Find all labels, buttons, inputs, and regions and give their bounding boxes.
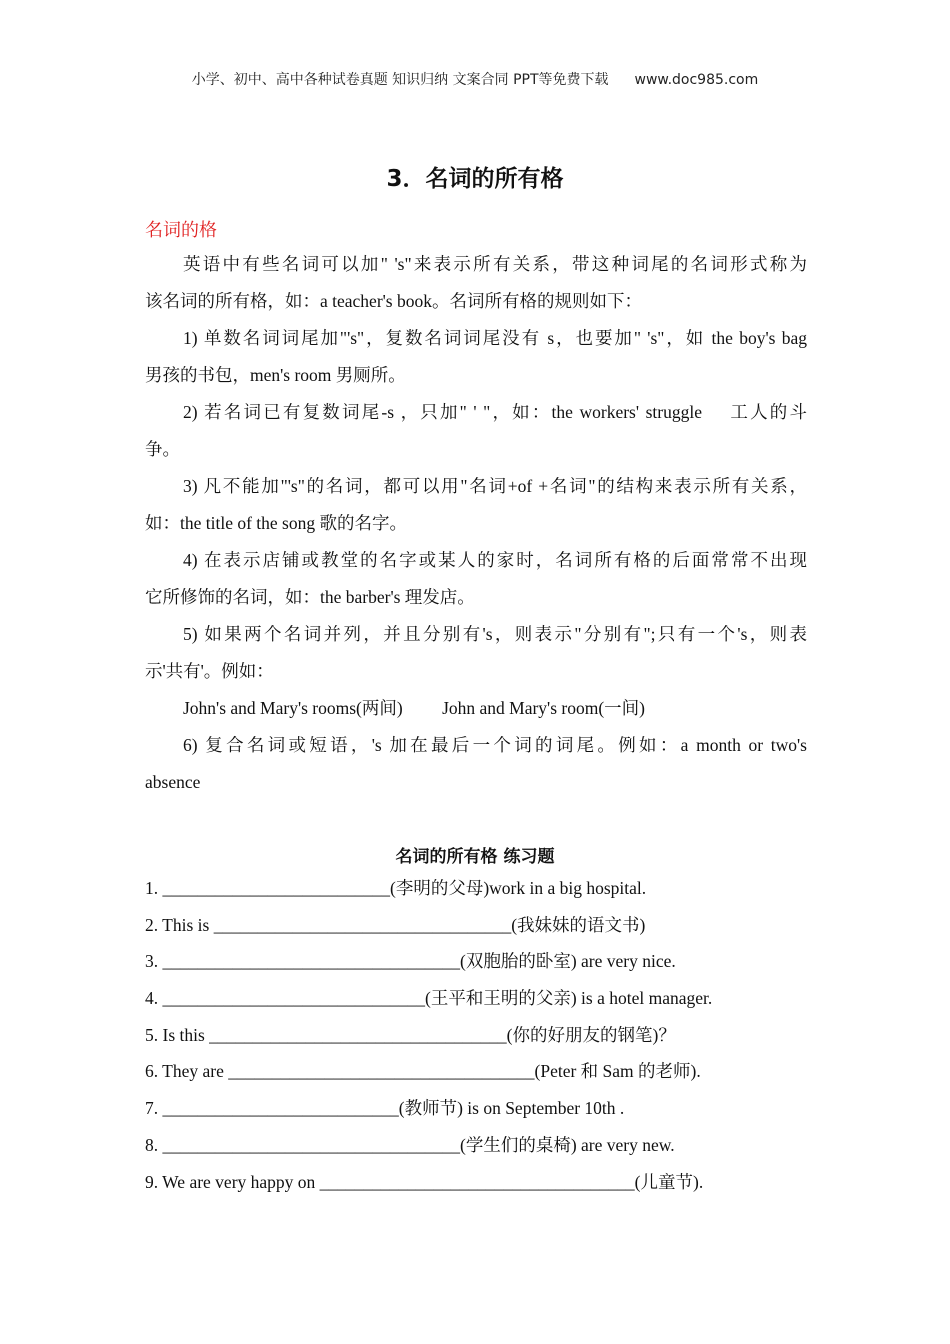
exercise-item: 2. This is __________________________________(我妹妹的语文书) <box>145 914 646 935</box>
paragraph-line: 5) 如果两个名词并列，并且分别有's，则表示"分别有";只有一个's，则表 <box>183 624 807 644</box>
page-title: 3．名词的所有格 <box>386 166 564 192</box>
header-text: 小学、初中、高中各种试卷真题 知识归纳 文案合同 PPT等免费下载 <box>191 72 609 88</box>
paragraph-line: 男孩的书包，men's room 男厕所。 <box>145 365 406 385</box>
paragraph-line: 4) 在表示店铺或教堂的名字或某人的家时，名词所有格的后面常常不出现 <box>183 550 807 570</box>
paragraph-line: 英语中有些名词可以加" 's"来表示所有关系，带这种词尾的名词形式称为 <box>183 254 807 274</box>
exercise-item: 6. They are ___________________________________(Peter 和 Sam 的老师). <box>145 1061 701 1082</box>
exercise-item: 4. ______________________________(王平和王明的父亲) is a hotel manager. <box>145 988 713 1009</box>
paragraph-line: 如：the title of the song 歌的名字。 <box>145 513 407 533</box>
exercise-item: 5. Is this __________________________________(你的好朋友的钢笔)？ <box>145 1024 676 1045</box>
paragraph-line: 它所修饰的名词，如：the barber's 理发店。 <box>145 587 475 607</box>
rules-body <box>145 249 807 804</box>
exercise-item: 7. ___________________________(教师节) is on September 10th . <box>145 1098 625 1119</box>
exercise-item: 9. We are very happy on ____________________________________(儿童节). <box>145 1171 704 1192</box>
paragraph-line: 3) 凡不能加"'s"的名词，都可以用"名词+of +名词"的结构来表示所有关系， <box>183 476 807 496</box>
paragraph-line: absence <box>145 772 201 792</box>
header-url[interactable]: www.doc985.com <box>634 72 759 88</box>
paragraph-line: 该名词的所有格，如：a teacher's book。名词所有格的规则如下： <box>145 291 642 311</box>
paragraph-line: 1) 单数名词词尾加"'s"，复数名词词尾没有 s，也要加" 's"，如 the boy's bag <box>183 328 807 348</box>
paragraph-line: John's and Mary's rooms(两间) John and Mary's room(一间) <box>183 698 645 718</box>
paragraph-line: 示'共有'。例如： <box>145 661 274 681</box>
page-header <box>0 69 950 89</box>
exercise-title: 名词的所有格 练习题 <box>395 847 555 867</box>
exercise-item: 8. __________________________________(学生们的桌椅) are very new. <box>145 1134 675 1155</box>
paragraph-line: 争。 <box>145 439 180 459</box>
exercise-item: 1. __________________________(李明的父母)work in a big hospital. <box>145 878 647 898</box>
paragraph-line: 2) 若名词已有复数词尾-s ，只加" ' "，如：the workers' struggle 工人的斗 <box>183 402 807 422</box>
paragraph-line: 6) 复合名词或短语，'s 加在最后一个词的词尾。例如：a month or two's <box>183 735 807 755</box>
exercise-item: 3. __________________________________(双胞胎的卧室) are very nice. <box>145 951 676 972</box>
exercise-list <box>145 875 712 1205</box>
section-heading: 名词的格 <box>145 220 217 241</box>
